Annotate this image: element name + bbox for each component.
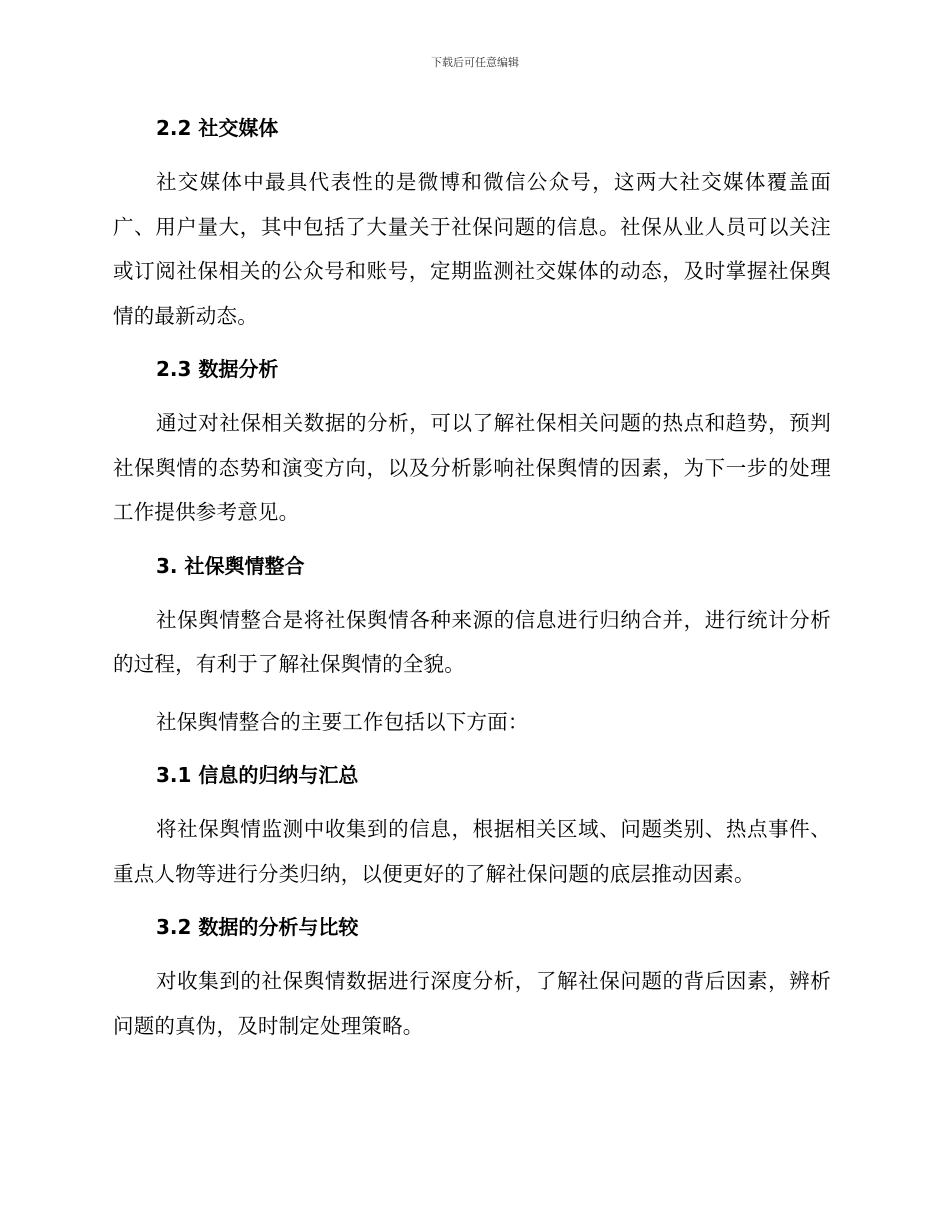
section-paragraph-3-1: 将社保舆情监测中收集到的信息，根据相关区域、问题类别、热点事件、重点人物等进行分类归纳，以便更好的了解社保问题的底层推动因素。 — [113, 817, 831, 886]
section-paragraph-2-3: 通过对社保相关数据的分析，可以了解社保相关问题的热点和趋势，预判社保舆情的态势和演变方向，以及分析影响社保舆情的因素，为下一步的处理工作提供参考意见。 — [113, 411, 831, 524]
section-heading-3-2: 3.2 数据的分析与比较 — [156, 915, 359, 939]
section-heading-2-3: 2.3 数据分析 — [156, 357, 279, 381]
section-paragraph-3-2: 对收集到的社保舆情数据进行深度分析，了解社保问题的背后因素，辨析问题的真伪，及时制定处理策略。 — [113, 969, 831, 1038]
section-heading-2-2: 2.2 社交媒体 — [156, 116, 279, 140]
header-note: 下载后可任意编辑 — [431, 56, 519, 69]
section-heading-3-1: 3.1 信息的归纳与汇总 — [156, 763, 359, 787]
document-body — [113, 110, 831, 1048]
section-paragraph-3: 社保舆情整合是将社保舆情各种来源的信息进行归纳合并，进行统计分析的过程，有利于了解社保舆情的全貌。 — [113, 607, 831, 676]
section-heading-3: 3. 社保舆情整合 — [156, 553, 305, 578]
section-intro-3: 社保舆情整合的主要工作包括以下方面： — [156, 709, 529, 734]
section-paragraph-2-2: 社交媒体中最具代表性的是微博和微信公众号，这两大社交媒体覆盖面广、用户量大，其中包括了大量关于社保问题的信息。社保从业人员可以关注或订阅社保相关的公众号和账号，定期监测社交媒体的动态，及时掌握社保舆情的最新动态。 — [113, 170, 831, 328]
